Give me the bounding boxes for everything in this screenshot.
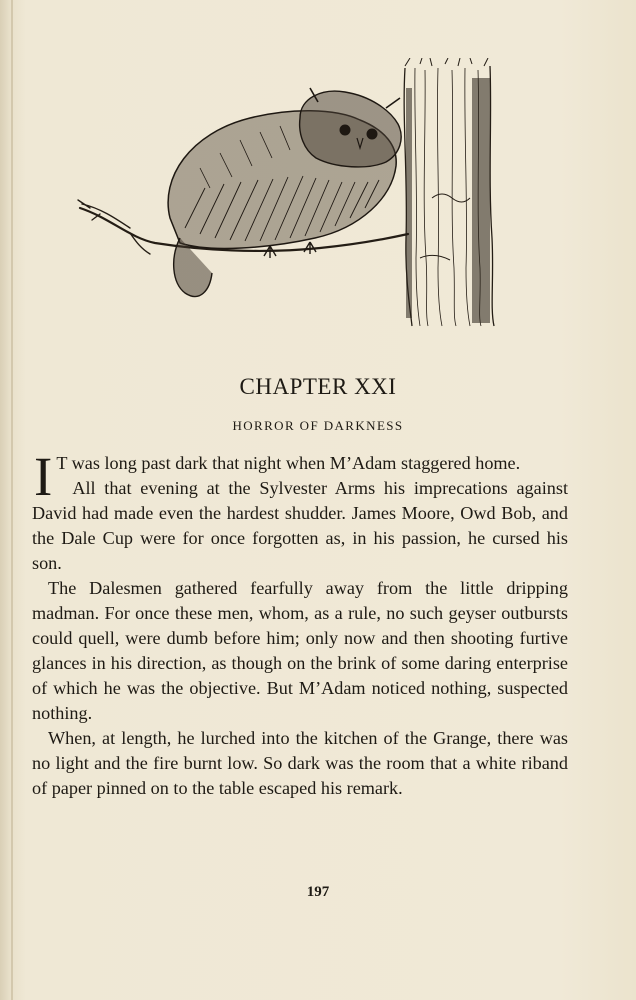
chapter-body [32, 446, 568, 801]
paragraph-3: The Dalesmen gathered fearfully away from the little dripping madman. For once these men, whom, as a rule, no such geyser outbursts could quell, were dumb before him; only now and then shooting furtive glances in his direction, as though on the brink of some daring enterprise of which he was the objective. But M’Adam noticed nothing, suspected nothing. [32, 578, 568, 723]
drop-cap: I [34, 446, 53, 507]
paragraph-4: When, at length, he lurched into the kitchen of the Grange, there was no light and the fire burnt low. So dark was the room that a white riband of paper pinned on to the table escaped his remark. [32, 728, 568, 798]
page-spine-shadow [11, 0, 13, 1000]
owl [168, 88, 401, 296]
paragraph-2: All that evening at the Sylvester Arms his imprecations against David had made even the hardest shudder. James Moore, Owd Bob, and the Dale Cup were for once forgotten as, in his passion, he cursed his son. [32, 478, 568, 573]
paragraph-1 [32, 446, 568, 507]
chapter-subtitle: HORROR OF DARKNESS [232, 418, 404, 433]
page-number: 197 [306, 884, 330, 900]
paragraph-1-text: T was long past dark that night when M’Adam staggered home. [56, 453, 521, 473]
tree-trunk-shading [406, 78, 490, 323]
owl-on-branch-icon [60, 58, 510, 333]
chapter-title: CHAPTER XXI [239, 374, 397, 399]
